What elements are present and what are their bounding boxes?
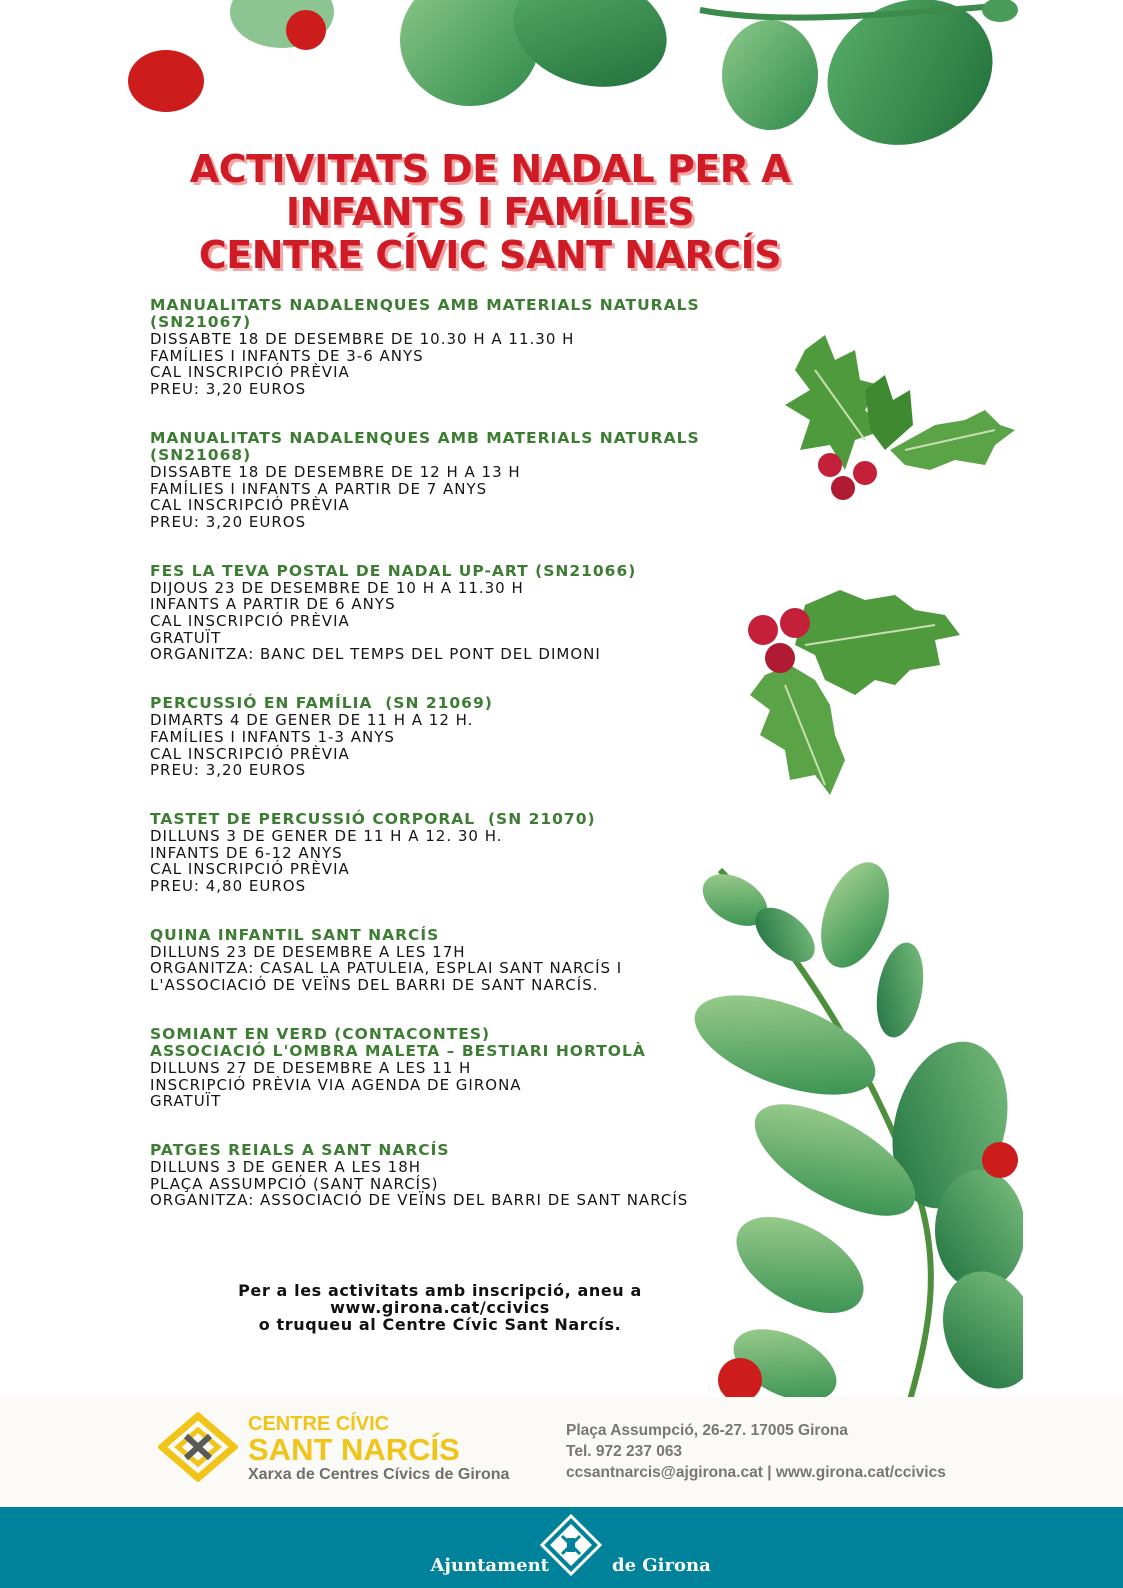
activity-detail: INSCRIPCIÓ PRÈVIA VIA AGENDA DE GIRONA [150,1075,522,1094]
activity-detail: DIJOUS 23 DE DESEMBRE DE 10 H A 11.30 H [150,578,524,597]
centre-civic-logo [248,1414,509,1485]
berry-shape [286,10,326,50]
berry-shape [765,643,795,673]
leaf-shape [500,0,679,103]
activity-detail: DILLUNS 3 DE GENER A LES 18H [150,1157,422,1176]
activity-item [150,563,740,664]
activity-detail: FAMÍLIES I INFANTS DE 3-6 ANYS [150,346,424,365]
activity-item [150,927,740,994]
activity-detail: CAL INSCRIPCIÓ PRÈVIA [150,744,350,763]
activity-detail: DILLUNS 27 DE DESEMBRE A LES 11 H [150,1058,472,1077]
contact-info [566,1420,946,1483]
activity-detail: L'ASSOCIACIÓ DE VEÏNS DEL BARRI DE SANT NARCÍS. [150,976,599,995]
ajuntament-logo [0,1512,1123,1582]
berry-shape [748,615,778,645]
berry-shape [818,453,842,477]
activities-list [150,297,740,1241]
activity-detail: CAL INSCRIPCIÓ PRÈVIA [150,860,350,879]
activity-detail: PLAÇA ASSUMPCIÓ (SANT NARCÍS) [150,1174,439,1193]
activity-detail: CAL INSCRIPCIÓ PRÈVIA [150,363,350,382]
activity-item [150,811,740,895]
activity-detail: PREU: 3,20 EUROS [150,512,307,531]
berry-shape [831,476,855,500]
activity-detail: PREU: 3,20 EUROS [150,761,307,780]
activity-title: SOMIANT EN VERD (CONTACONTES) [150,1024,491,1043]
info-link[interactable]: www.girona.cat/ccivics [330,1298,550,1317]
activity-detail: DILLUNS 23 DE DESEMBRE A LES 17H [150,942,466,961]
logo-text: CENTRE CÍVIC [248,1413,390,1435]
contact-phone: Tel. 972 237 063 [566,1443,683,1460]
ajuntament-text: Ajuntament [430,1555,549,1576]
girona-crest-icon [540,1514,602,1576]
activity-title: PERCUSSIÓ EN FAMÍLIA (SN 21069) [150,694,493,713]
activity-detail: FAMÍLIES I INFANTS 1-3 ANYS [150,727,395,746]
activity-detail: FAMÍLIES I INFANTS A PARTIR DE 7 ANYS [150,479,488,498]
activity-item [150,297,740,398]
holly-decoration [785,330,1020,510]
activity-detail: PREU: 3,20 EUROS [150,380,307,399]
ajuntament-text: de Girona [612,1555,711,1576]
leaf-shape [803,0,1016,160]
activity-item [150,430,740,531]
activity-item [150,1142,740,1209]
info-line: Per a les activitats amb inscripció, aneu a [238,1281,642,1300]
registration-info [160,1282,720,1333]
title-line: ACTIVITATS DE NADAL PER A [189,147,791,191]
activity-detail: DIMARTS 4 DE GENER DE 11 H A 12 H. [150,711,474,730]
activity-detail: DISSABTE 18 DE DESEMBRE DE 12 H A 13 H [150,462,521,481]
activity-title: (SN21067) [150,313,252,331]
activity-detail: PREU: 4,80 EUROS [150,877,307,896]
logo-text: SANT NARCÍS [248,1432,460,1467]
activity-title: QUINA INFANTIL SANT NARCÍS [150,925,440,944]
top-leaves-decoration [0,0,1123,160]
berry-shape [780,608,810,638]
activity-title: MANUALITATS NADALENQUES AMB MATERIALS NATURALS [150,296,700,314]
activity-detail: ORGANITZA: CASAL LA PATULEIA, ESPLAI SANT NARCÍS I [150,959,623,978]
logo-subtitle: Xarxa de Centres Cívics de Girona [248,1466,510,1483]
title-line: INFANTS I FAMÍLIES [285,190,695,234]
activity-item [150,1026,740,1110]
activity-title: PATGES REIALS A SANT NARCÍS [150,1140,450,1159]
activity-item [150,695,740,779]
centre-civic-logo-icon [158,1412,238,1482]
contact-address: Plaça Assumpció, 26-27. 17005 Girona [566,1422,849,1439]
activity-title: MANUALITATS NADALENQUES AMB MATERIALS NATURALS [150,428,700,447]
activity-detail: GRATUÏT [150,1092,222,1111]
activity-detail: DILLUNS 3 DE GENER DE 11 H A 12. 30 H. [150,826,503,845]
holly-decoration [745,585,970,805]
activity-title: (SN21068) [150,445,252,464]
activity-detail: ORGANITZA: BANC DEL TEMPS DEL PONT DEL DIMONI [150,645,601,664]
activity-detail: ORGANITZA: ASSOCIACIÓ DE VEÏNS DEL BARRI DE SANT NARCÍS [150,1191,689,1210]
berry-shape [718,1358,762,1400]
berry-shape [982,1142,1018,1178]
activity-title: TASTET DE PERCUSSIÓ CORPORAL (SN 21070) [150,809,596,828]
activity-detail: DISSABTE 18 DE DESEMBRE DE 10.30 H A 11.30 H [150,330,575,348]
leaf-shape [722,20,818,130]
leaf-shape [230,0,334,48]
activity-detail: CAL INSCRIPCIÓ PRÈVIA [150,612,350,631]
poster-title [150,148,830,277]
leaf-shape [400,0,540,106]
activity-title: ASSOCIACIÓ L'OMBRA MALETA – BESTIARI HORTOLÀ [150,1041,646,1060]
activity-title: FES LA TEVA POSTAL DE NADAL UP-ART (SN21066) [150,561,637,580]
title-line: CENTRE CÍVIC SANT NARCÍS [198,233,782,277]
activity-detail: INFANTS A PARTIR DE 6 ANYS [150,595,396,614]
berry-shape [853,461,877,485]
activity-detail: GRATUÏT [150,628,222,647]
activity-detail: INFANTS DE 6-12 ANYS [150,843,343,862]
contact-web[interactable]: ccsantnarcis@ajgirona.cat | www.girona.cat/ccivics [566,1464,946,1481]
activity-detail: CAL INSCRIPCIÓ PRÈVIA [150,496,350,515]
berry-shape [128,50,204,112]
info-line: o truqueu al Centre Cívic Sant Narcís. [258,1315,622,1334]
